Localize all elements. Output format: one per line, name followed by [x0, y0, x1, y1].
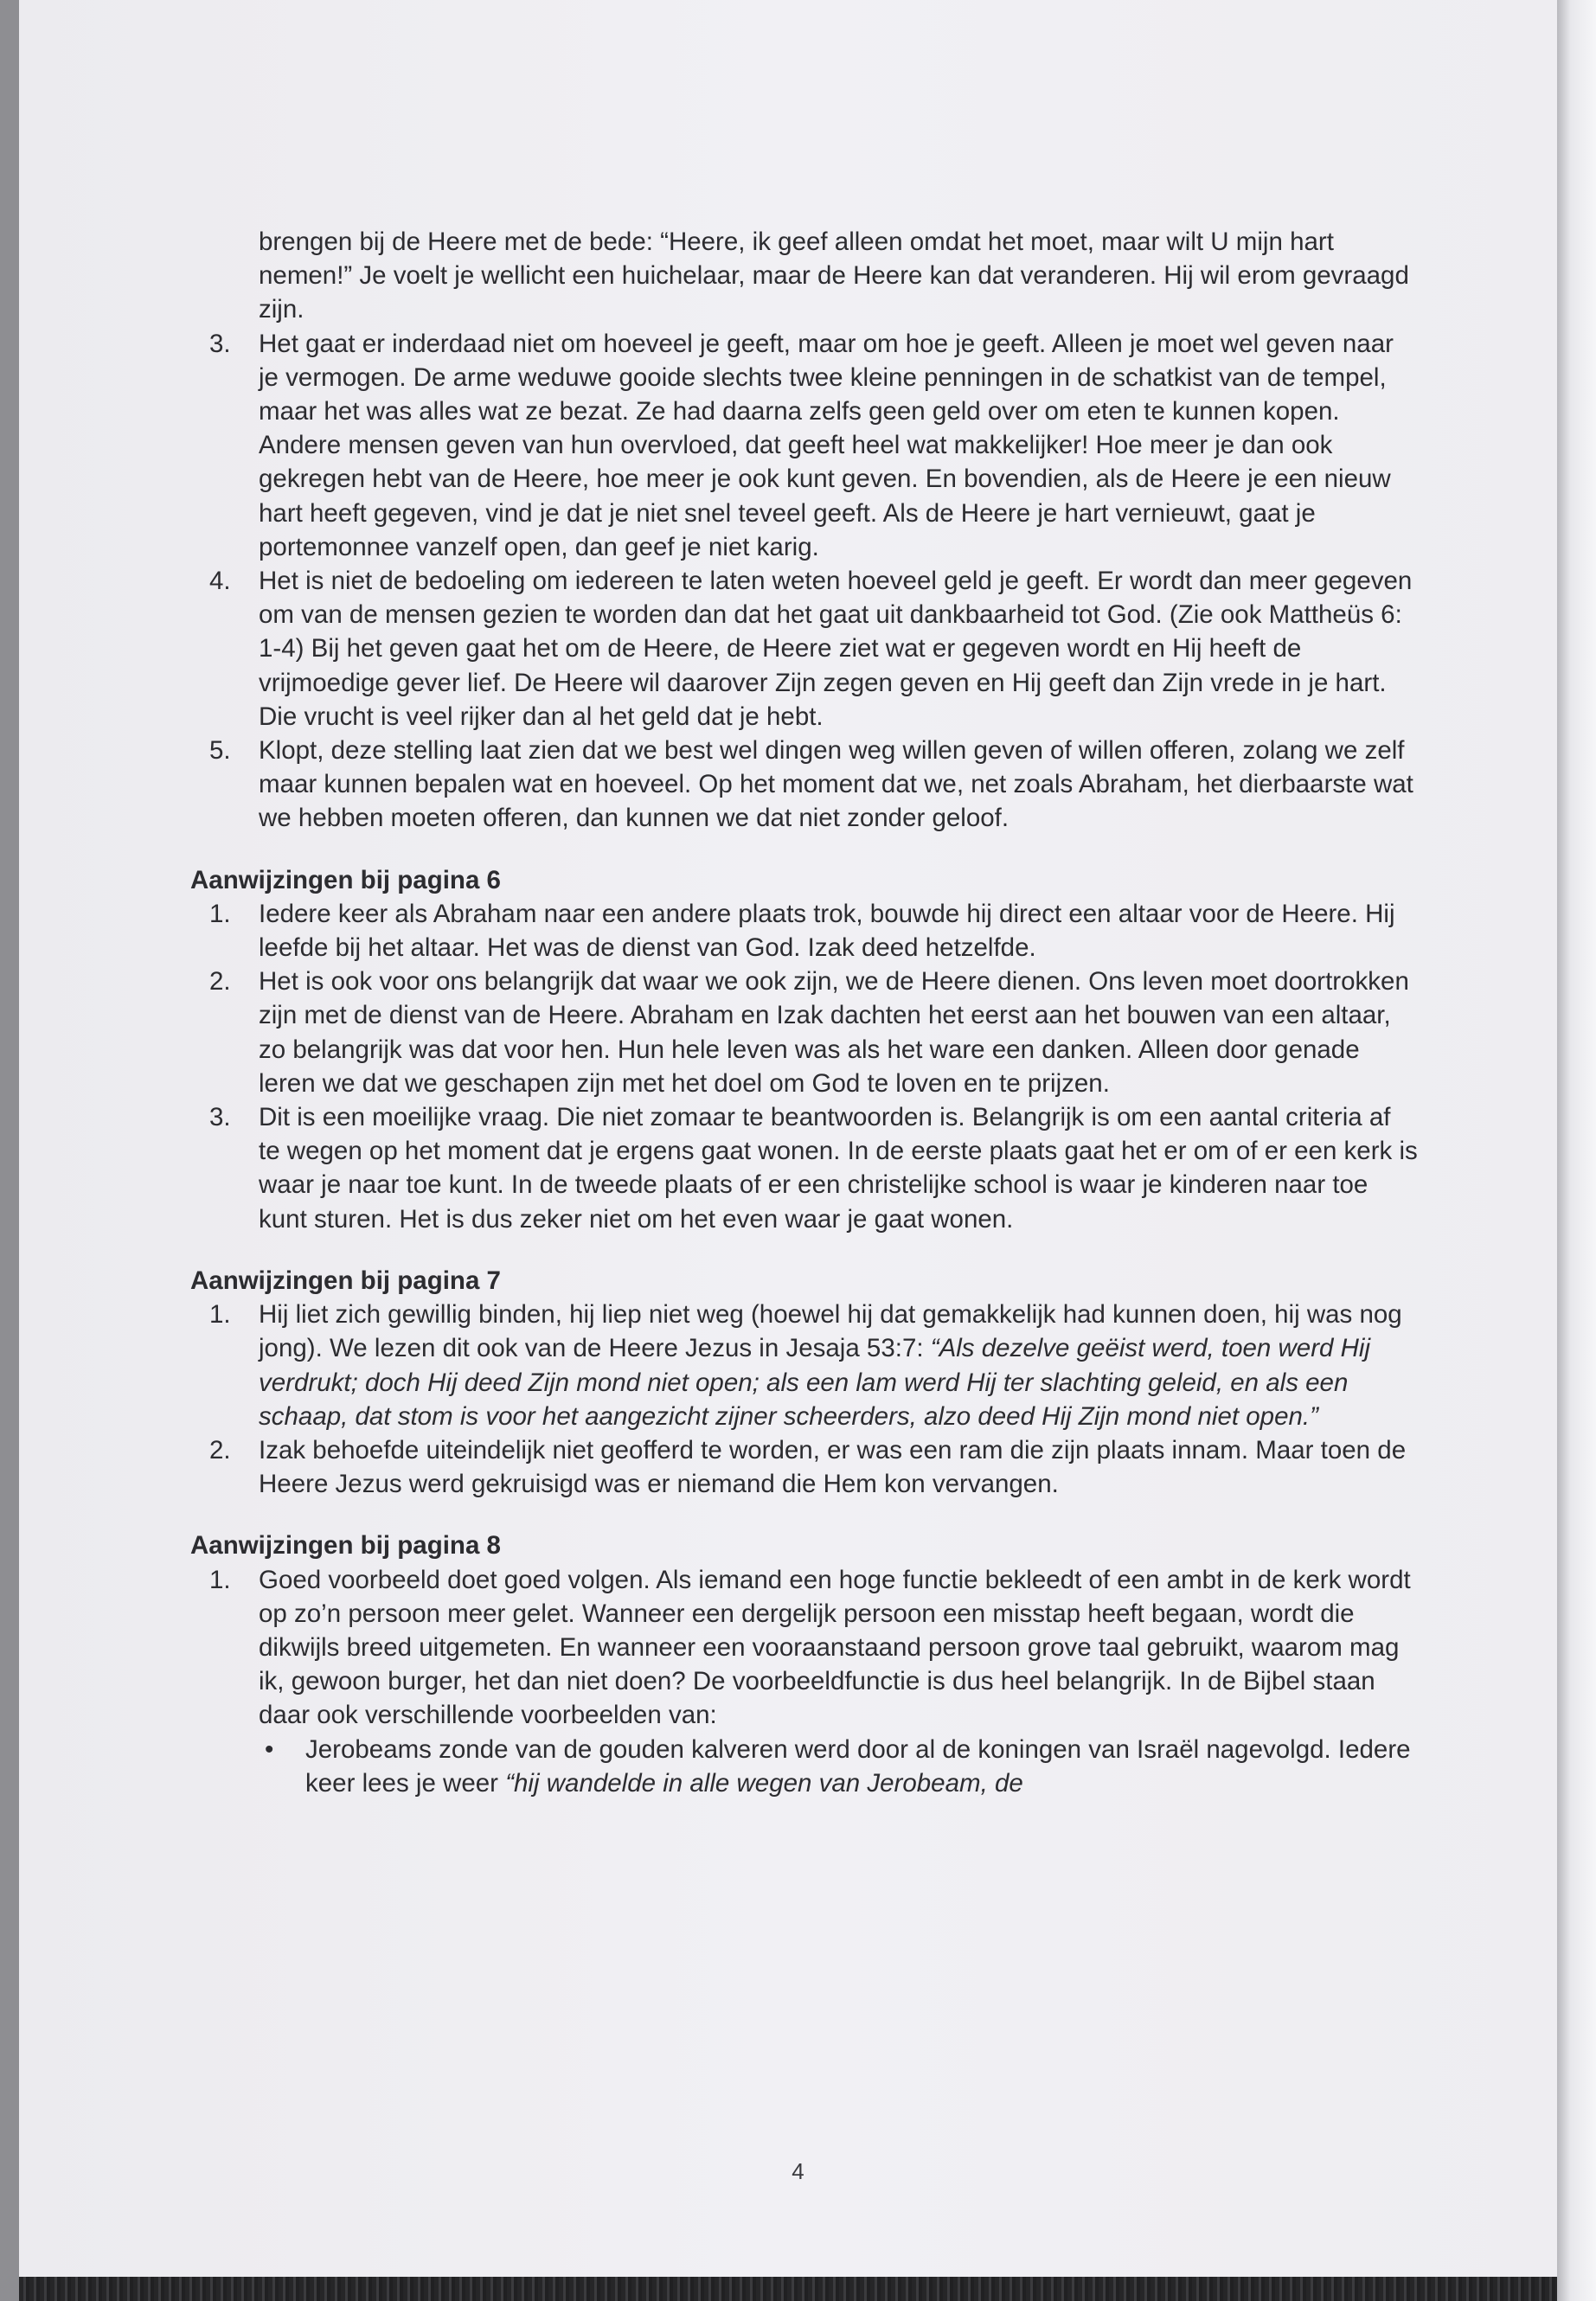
list-item: [190, 1100, 1419, 1236]
section-heading-page-8: Aanwijzingen bij pagina 8: [190, 1531, 501, 1561]
page-edge: [1557, 0, 1596, 2301]
list-item: [190, 734, 1419, 836]
item-number: 3.: [209, 1103, 231, 1132]
scripture-quote: “Als dezelve geëist werd, toen werd Hij verdrukt; doch Hij deed Zijn mond niet open; als een lam werd Hij ter slachting geleid, en als een schaap, dat stom is voor het aangezicht zijner scheerders, alzo deed Hij Zijn mond niet open.”: [259, 1334, 1371, 1431]
item-number: 4.: [209, 567, 231, 596]
item-text: [259, 1298, 1419, 1433]
item-body: Hij liet zich gewillig binden, hij liep niet weg (hoewel hij dat gemakkelijk had kunnen doen, hij was nog jong). We lezen dit ook van de Heere Jezus in Jesaja 53:7:: [259, 1300, 1402, 1363]
list-item: [190, 1563, 1419, 1733]
item-text: Dit is een moeilijke vraag. Die niet zomaar te beantwoorden is. Belangrijk is om een aantal criteria af te wegen op het moment dat je ergens gaat wonen. In de eerste plaats gaat het er om of er een kerk is waar je naar toe kunt. In de tweede plaats of er een christelijke school is waar je kinderen naar toe kunt sturen. Het is dus zeker niet om het even waar je gaat wonen.: [259, 1103, 1418, 1234]
list-item: [190, 327, 1419, 564]
item-number: 3.: [209, 329, 231, 358]
scan-edge: [19, 2277, 1557, 2301]
section-heading-page-6: Aanwijzingen bij pagina 6: [190, 865, 501, 894]
bullet-icon: •: [265, 1734, 274, 1764]
item-number: 1.: [209, 1565, 231, 1594]
item-text: Goed voorbeeld doet goed volgen. Als iemand een hoge functie bekleedt of een ambt in de kerk wordt op zo’n persoon meer gelet. Wanneer een dergelijk persoon een misstap heeft begaan, wordt die dikwijls breed uitgemeten. En wanneer een vooraanstaand persoon grove taal gebruikt, waarom mag ik, gewoon burger, het dan niet doen? De voorbeeldfunctie is dus heel belangrijk. In de Bijbel staan daar ook verschillende voorbeelden van:: [259, 1565, 1411, 1730]
document-page: [19, 0, 1557, 2277]
page-number: 4: [792, 2158, 804, 2184]
list-item: [190, 564, 1419, 734]
item-text: Het gaat er inderdaad niet om hoeveel je geeft, maar om hoe je geeft. Alleen je moet wel geven naar je vermogen. De arme weduwe gooide slechts twee kleine penningen in de schatkist van de tempel, maar het was alles wat ze bezat. Ze had daarna zelfs geen geld over om eten te kunnen kopen. Andere mensen geven van hun overvloed, dat geeft heel wat makkelijker! Hoe meer je dan ook gekregen hebt van de Heere, hoe meer je ook kunt geven. En bovendien, als de Heere je een nieuw hart heeft gegeven, vind je dat je niet snel teveel geeft. Als de Heere je hart vernieuwt, gaat je portemonnee vanzelf open, dan geef je niet karig.: [259, 329, 1394, 561]
list-item: [190, 897, 1419, 965]
item-text: Iedere keer als Abraham naar een andere plaats trok, bouwde hij direct een altaar voor de Heere. Hij leefde bij het altaar. Het was de dienst van God. Izak deed hetzelfde.: [259, 899, 1395, 963]
bullet-item: [190, 1733, 1419, 1800]
list-item: [190, 1433, 1419, 1501]
bullet-text: [305, 1733, 1419, 1800]
item-number: 2.: [209, 967, 231, 997]
scripture-quote: “hij wandelde in alle wegen van Jerobeam, de: [505, 1768, 1023, 1798]
item-number: 2.: [209, 1435, 231, 1465]
bullet-body: Jerobeams zonde van de gouden kalveren werd door al de koningen van Israël nagevolgd. Iedere keer lees je weer: [305, 1734, 1411, 1798]
list-item: [190, 965, 1419, 1100]
item-text: Het is niet de bedoeling om iedereen te laten weten hoeveel geld je geeft. Er wordt dan meer gegeven om van de mensen gezien te worden dan dat het gaat uit dankbaarheid tot God. (Zie ook Mattheüs 6: 1-4) Bij het geven gaat het om de Heere, de Heere ziet wat er gegeven wordt en Hij heeft de vrijmoedige gever lief. De Heere wil daarover Zijn zegen geven en Hij geeft dan Zijn vrede in je hart. Die vrucht is veel rijker dan al het geld dat je hebt.: [259, 567, 1413, 731]
item-number: 1.: [209, 899, 231, 928]
list-item: [190, 1298, 1419, 1433]
intro-paragraph: brengen bij de Heere met de bede: “Heere, ik geef alleen omdat het moet, maar wilt U mijn hart nemen!” Je voelt je wellicht een huichelaar, maar de Heere kan dat veranderen. Hij wil erom gevraagd zijn.: [259, 228, 1409, 324]
item-text: Klopt, deze stelling laat zien dat we best wel dingen weg willen geven of willen offeren, zolang we zelf maar kunnen bepalen wat en hoeveel. Op het moment dat we, net zoals Abraham, het dierbaarste wat we hebben moeten offeren, dan kunnen we dat niet zonder geloof.: [259, 736, 1413, 833]
item-number: 5.: [209, 736, 231, 766]
section-heading-page-7: Aanwijzingen bij pagina 7: [190, 1266, 501, 1295]
item-number: 1.: [209, 1300, 231, 1330]
item-text: Het is ook voor ons belangrijk dat waar we ook zijn, we de Heere dienen. Ons leven moet doortrokken zijn met de dienst van de Heere. Abraham en Izak dachten het eerst aan het bouwen van een altaar, zo belangrijk was dat voor hen. Hun hele leven was als het ware een danken. Alleen door genade leren we dat we geschapen zijn met het doel om God te loven en te prijzen.: [259, 967, 1409, 1098]
page-content: [190, 225, 1419, 1800]
item-text: Izak behoefde uiteindelijk niet geofferd te worden, er was een ram die zijn plaats innam. Maar toen de Heere Jezus werd gekruisigd was er niemand die Hem kon vervangen.: [259, 1435, 1407, 1499]
